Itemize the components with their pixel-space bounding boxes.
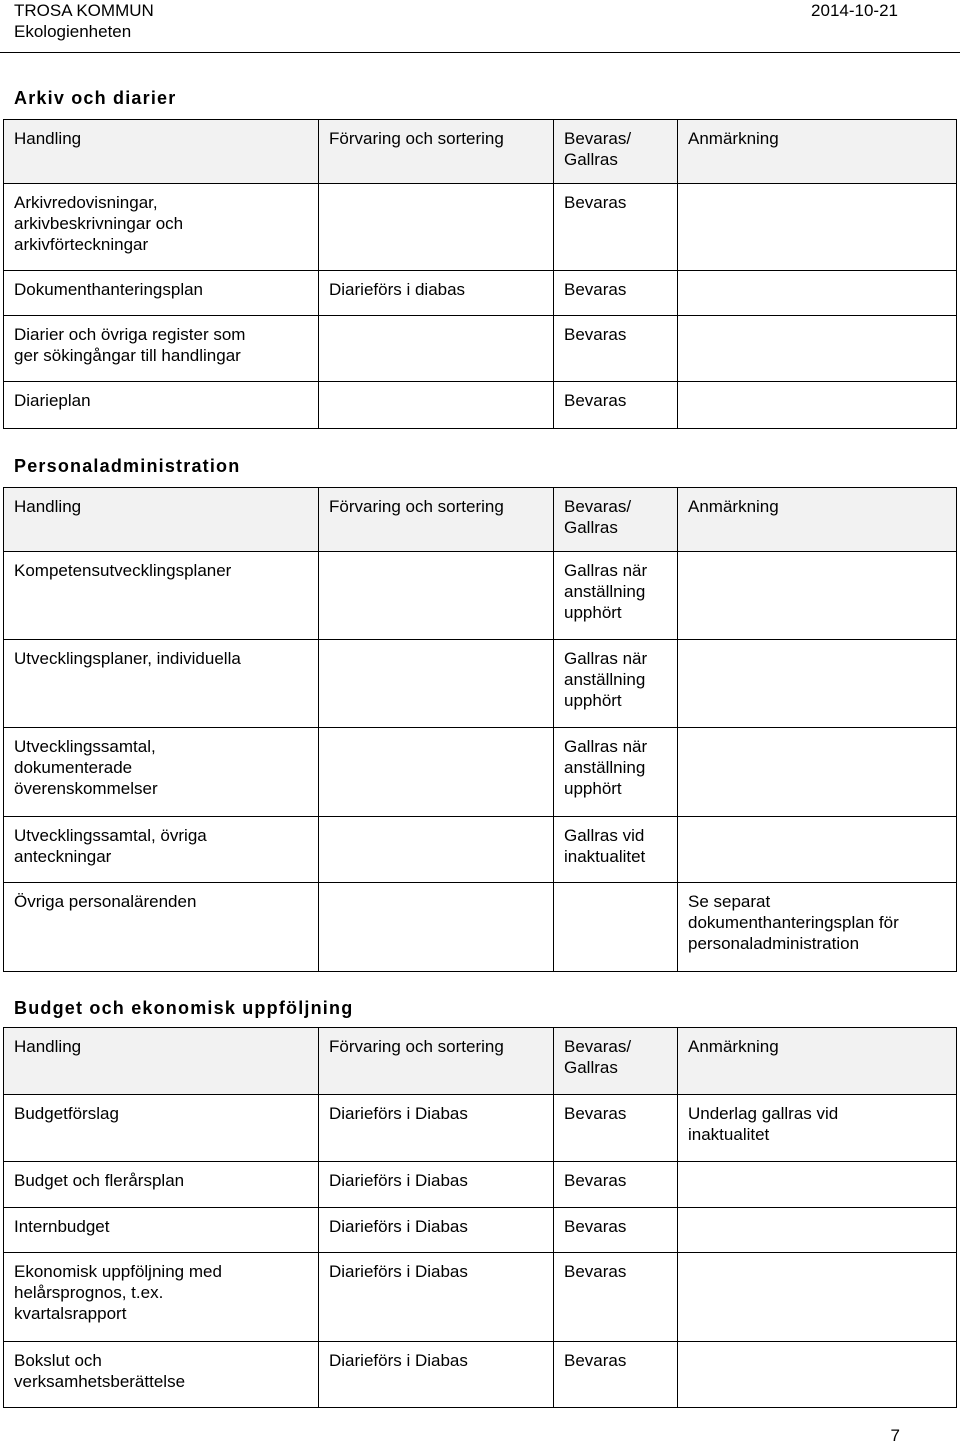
table-cell: Budget och flerårsplan — [4, 1162, 319, 1208]
table-cell — [319, 883, 554, 972]
table-cell: Bevaras — [554, 1095, 678, 1162]
table-cell: Ekonomisk uppföljning med helårsprognos, t.ex. kvartalsrapport — [4, 1253, 319, 1342]
table-cell: Bevaras — [554, 1253, 678, 1342]
table-cell: Bevaras — [554, 1162, 678, 1208]
table-cell — [678, 728, 957, 817]
page-number: 7 — [890, 1426, 900, 1445]
table-row — [4, 382, 957, 429]
table-cell — [678, 184, 957, 271]
column-header: Anmärkning — [678, 120, 957, 184]
column-header: Handling — [4, 1028, 319, 1095]
table-header-row — [4, 120, 957, 184]
table-cell: Gallras när anställning upphört — [554, 728, 678, 817]
table-row — [4, 1095, 957, 1162]
table-cell: Gallras när anställning upphört — [554, 552, 678, 640]
table-cell — [554, 883, 678, 972]
section-title-budget: Budget och ekonomisk uppföljning — [14, 998, 354, 1018]
table-row — [4, 728, 957, 817]
table-cell: Bevaras — [554, 1342, 678, 1408]
table-cell — [319, 640, 554, 728]
table-cell: Utvecklingsplaner, individuella — [4, 640, 319, 728]
table-cell: Diarieförs i Diabas — [319, 1095, 554, 1162]
table-cell — [678, 271, 957, 316]
table-cell: Diarieförs i Diabas — [319, 1162, 554, 1208]
column-header: Förvaring och sortering — [319, 1028, 554, 1095]
table-row — [4, 1253, 957, 1342]
table-cell: Utvecklingssamtal, övriga anteckningar — [4, 817, 319, 883]
table-cell: Övriga personalärenden — [4, 883, 319, 972]
table-arkiv — [3, 119, 957, 429]
table-cell: Diarieförs i Diabas — [319, 1208, 554, 1253]
table-row — [4, 1208, 957, 1253]
table-cell: Kompetensutvecklingsplaner — [4, 552, 319, 640]
table-row — [4, 271, 957, 316]
table-row — [4, 640, 957, 728]
table-cell: Bokslut och verksamhetsberättelse — [4, 1342, 319, 1408]
column-header: Anmärkning — [678, 1028, 957, 1095]
unit-name: Ekologienheten — [14, 22, 132, 41]
organization-name: TROSA KOMMUN — [14, 1, 154, 20]
table-cell: Bevaras — [554, 184, 678, 271]
table-row — [4, 817, 957, 883]
table-row — [4, 1342, 957, 1408]
table-cell — [678, 316, 957, 382]
table-header-row — [4, 1028, 957, 1095]
table-cell: Diarieförs i Diabas — [319, 1253, 554, 1342]
table-cell — [319, 316, 554, 382]
column-header: Anmärkning — [678, 488, 957, 552]
table-row — [4, 883, 957, 972]
column-header: Bevaras/ Gallras — [554, 488, 678, 552]
table-header-row — [4, 488, 957, 552]
table-cell: Diarieplan — [4, 382, 319, 429]
table-cell: Diarier och övriga register som ger sökingångar till handlingar — [4, 316, 319, 382]
table-cell: Bevaras — [554, 382, 678, 429]
table-cell: Bevaras — [554, 271, 678, 316]
table-cell — [319, 552, 554, 640]
table-cell: Se separat dokumenthanteringsplan för personaladministration — [678, 883, 957, 972]
table-cell — [678, 382, 957, 429]
table-row — [4, 316, 957, 382]
table-cell: Diarieförs i Diabas — [319, 1342, 554, 1408]
table-cell: Budgetförslag — [4, 1095, 319, 1162]
table-cell: Arkivredovisningar, arkivbeskrivningar och arkivförteckningar — [4, 184, 319, 271]
table-row — [4, 552, 957, 640]
table-cell: Dokumenthanteringsplan — [4, 271, 319, 316]
table-cell — [678, 1162, 957, 1208]
table-cell — [319, 817, 554, 883]
column-header: Handling — [4, 120, 319, 184]
table-budget — [3, 1027, 957, 1408]
table-cell — [678, 817, 957, 883]
table-row — [4, 1162, 957, 1208]
column-header: Förvaring och sortering — [319, 120, 554, 184]
table-cell — [678, 552, 957, 640]
table-cell: Gallras när anställning upphört — [554, 640, 678, 728]
column-header: Bevaras/ Gallras — [554, 1028, 678, 1095]
column-header: Handling — [4, 488, 319, 552]
table-cell: Gallras vid inaktualitet — [554, 817, 678, 883]
table-cell — [319, 184, 554, 271]
table-cell: Underlag gallras vid inaktualitet — [678, 1095, 957, 1162]
table-cell — [678, 1342, 957, 1408]
section-title-arkiv: Arkiv och diarier — [14, 88, 177, 108]
table-cell: Internbudget — [4, 1208, 319, 1253]
table-cell — [678, 1208, 957, 1253]
table-cell — [319, 728, 554, 817]
table-cell: Utvecklingssamtal, dokumenterade överenskommelser — [4, 728, 319, 817]
header-divider — [0, 52, 960, 53]
page-header-left — [14, 0, 154, 42]
document-date: 2014-10-21 — [811, 1, 898, 20]
table-cell: Bevaras — [554, 316, 678, 382]
table-cell: Bevaras — [554, 1208, 678, 1253]
table-cell — [319, 382, 554, 429]
table-row — [4, 184, 957, 271]
table-cell: Diarieförs i diabas — [319, 271, 554, 316]
table-cell — [678, 640, 957, 728]
section-title-personal: Personaladministration — [14, 456, 241, 476]
column-header: Förvaring och sortering — [319, 488, 554, 552]
table-personal — [3, 487, 957, 972]
column-header: Bevaras/ Gallras — [554, 120, 678, 184]
table-cell — [678, 1253, 957, 1342]
